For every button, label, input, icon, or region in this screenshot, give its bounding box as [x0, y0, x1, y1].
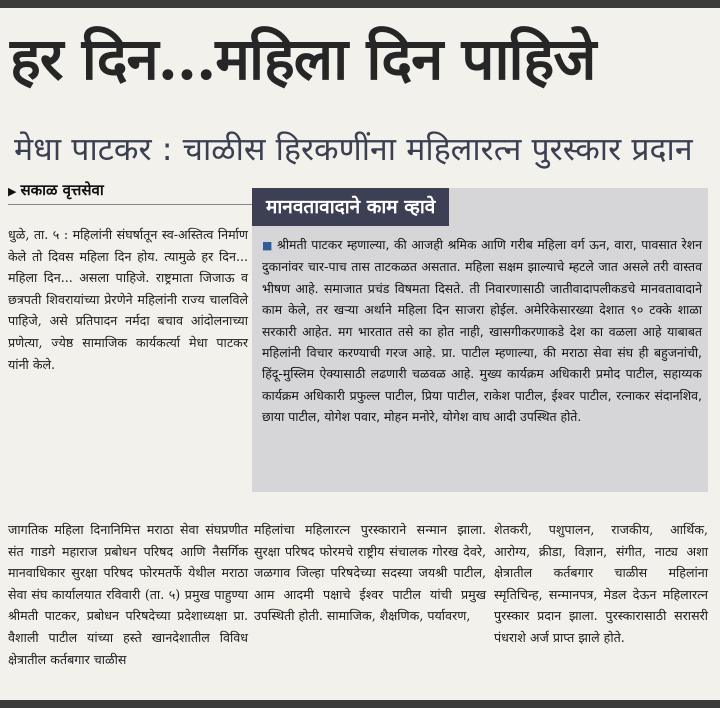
body-column-left — [8, 519, 248, 670]
byline — [8, 180, 104, 200]
body-column-right — [494, 519, 708, 649]
lead-paragraph: धुळे, ता. ५ : महिलांनी संघर्षातून स्व-अस्तित्व निर्माण केले तो दिवस महिला दिन होय. त्यामुळे हर दिन... महिला दिन... असला पाहिजे. राष्ट्रमाता जिजाऊ व छत्रपती शिवरायांच्या प्रेरणेने महिलांनी राज्य चालविले पाहिजे, असे प्रतिपादन नर्मदा बचाव आंदोलनाच्या प्रणेत्या, ज्येष्ठ सामाजिक कार्यकर्त्या मेधा पाटकर यांनी केले. — [8, 227, 248, 372]
triangle-right-icon: ▶ — [8, 185, 17, 198]
body-paragraph-middle: महिलांचा महिलारत्न पुरस्काराने सन्मान झाला. सुरक्षा परिषद फोरमचे राष्ट्रीय संचालक गोरख देवरे, जळगाव जिल्हा परिषदेच्या सदस्या जयश्री पाटील, आम आदमी पक्षाचे ईश्वर पाटील यांची प्रमुख उपस्थिती होती. सामाजिक, शैक्षणिक, पर्यावरण, — [254, 522, 486, 624]
byline-text: सकाळ वृत्तसेवा — [20, 181, 104, 199]
sidebar-text: श्रीमती पाटकर म्हणाल्या, की आजही श्रमिक आणि गरीब महिला वर्ग ऊन, वारा, पावसात रेशन दुकानांवर चार-पाच तास ताटकळत असतात. महिला सक्षम झाल्याचे म्हटले जात असले तरी वास्तव भीषण आहे. समाजात प्रचंड विषमता दिसते. ती निवारणासाठी जातीवादापलीकडचे मानवतावादाने काम केले, तर खऱ्या अर्थाने महिला दिन साजरा होईल. अमेरिकेसारख्या देशात ९० टक्के शाळा सरकारी आहेत. मग भारतात तसे का होत नाही, खासगीकरणाकडे देश का वळला आहे याबाबत महिलांनी विचार करण्याची गरज आहे. प्रा. पाटील म्हणाल्या, की मराठा सेवा संघ ही बहुजनांची, हिंदू-मुस्लिम ऐक्यासाठी लढणारी चळवळ आहे. मुख्य कार्यक्रम अधिकारी प्रमोद पाटील, सहाय्यक कार्यक्रम अधिकारी प्रफुल्ल पाटील, प्रिया पाटील, राकेश पाटील, ईश्वर पाटील, रत्नाकर संदानशिव, छाया पाटील, योगेश पवार, मोहन मनोरे, योगेश वाघ आदी उपस्थित होते. — [262, 237, 702, 425]
headline: हर दिन...महिला दिन पाहिजे — [10, 25, 596, 93]
square-bullet-icon: ■ — [262, 239, 274, 252]
bottom-border — [0, 700, 720, 708]
top-border — [0, 0, 720, 8]
sidebar-box — [252, 188, 708, 492]
lead-column — [8, 224, 248, 375]
body-paragraph-right: शेतकरी, पशुपालन, राजकीय, आर्थिक, आरोग्य, क्रीडा, विज्ञान, संगीत, नाट्य अशा क्षेत्रातील कर्तबगार चाळीस महिलांना स्मृतिचिन्ह, सन्मानपत्र, मेडल देऊन महिलारत्न पुरस्कार प्रदान झाला. पुरस्कारासाठी सरासरी पंधराशे अर्ज प्राप्त झाले होते. — [494, 522, 708, 645]
body-column-middle — [254, 519, 486, 627]
sidebar-title: मानवतावादाने काम व्हावे — [252, 188, 449, 226]
body-paragraph-left: जागतिक महिला दिनानिमित्त मराठा सेवा संघप्रणीत संत गाडगे महाराज प्रबोधन परिषद आणि नैसर्गिक मानवाधिकार सुरक्षा परिषद फोरमतर्फे येथील मराठा सेवा संघ कार्यालयात रविवारी (ता. ५) प्रमुख पाहुण्या श्रीमती पाटकर, प्रबोधन परिषदेच्या प्रदेशाध्यक्षा प्रा. वैशाली पाटील यांच्या हस्ते खानदेशातील विविध क्षेत्रातील कर्तबगार चाळीस — [8, 522, 248, 667]
subheadline: मेधा पाटकर : चाळीस हिरकणींना महिलारत्न पुरस्कार प्रदान — [14, 130, 693, 168]
sidebar-body — [262, 234, 702, 428]
